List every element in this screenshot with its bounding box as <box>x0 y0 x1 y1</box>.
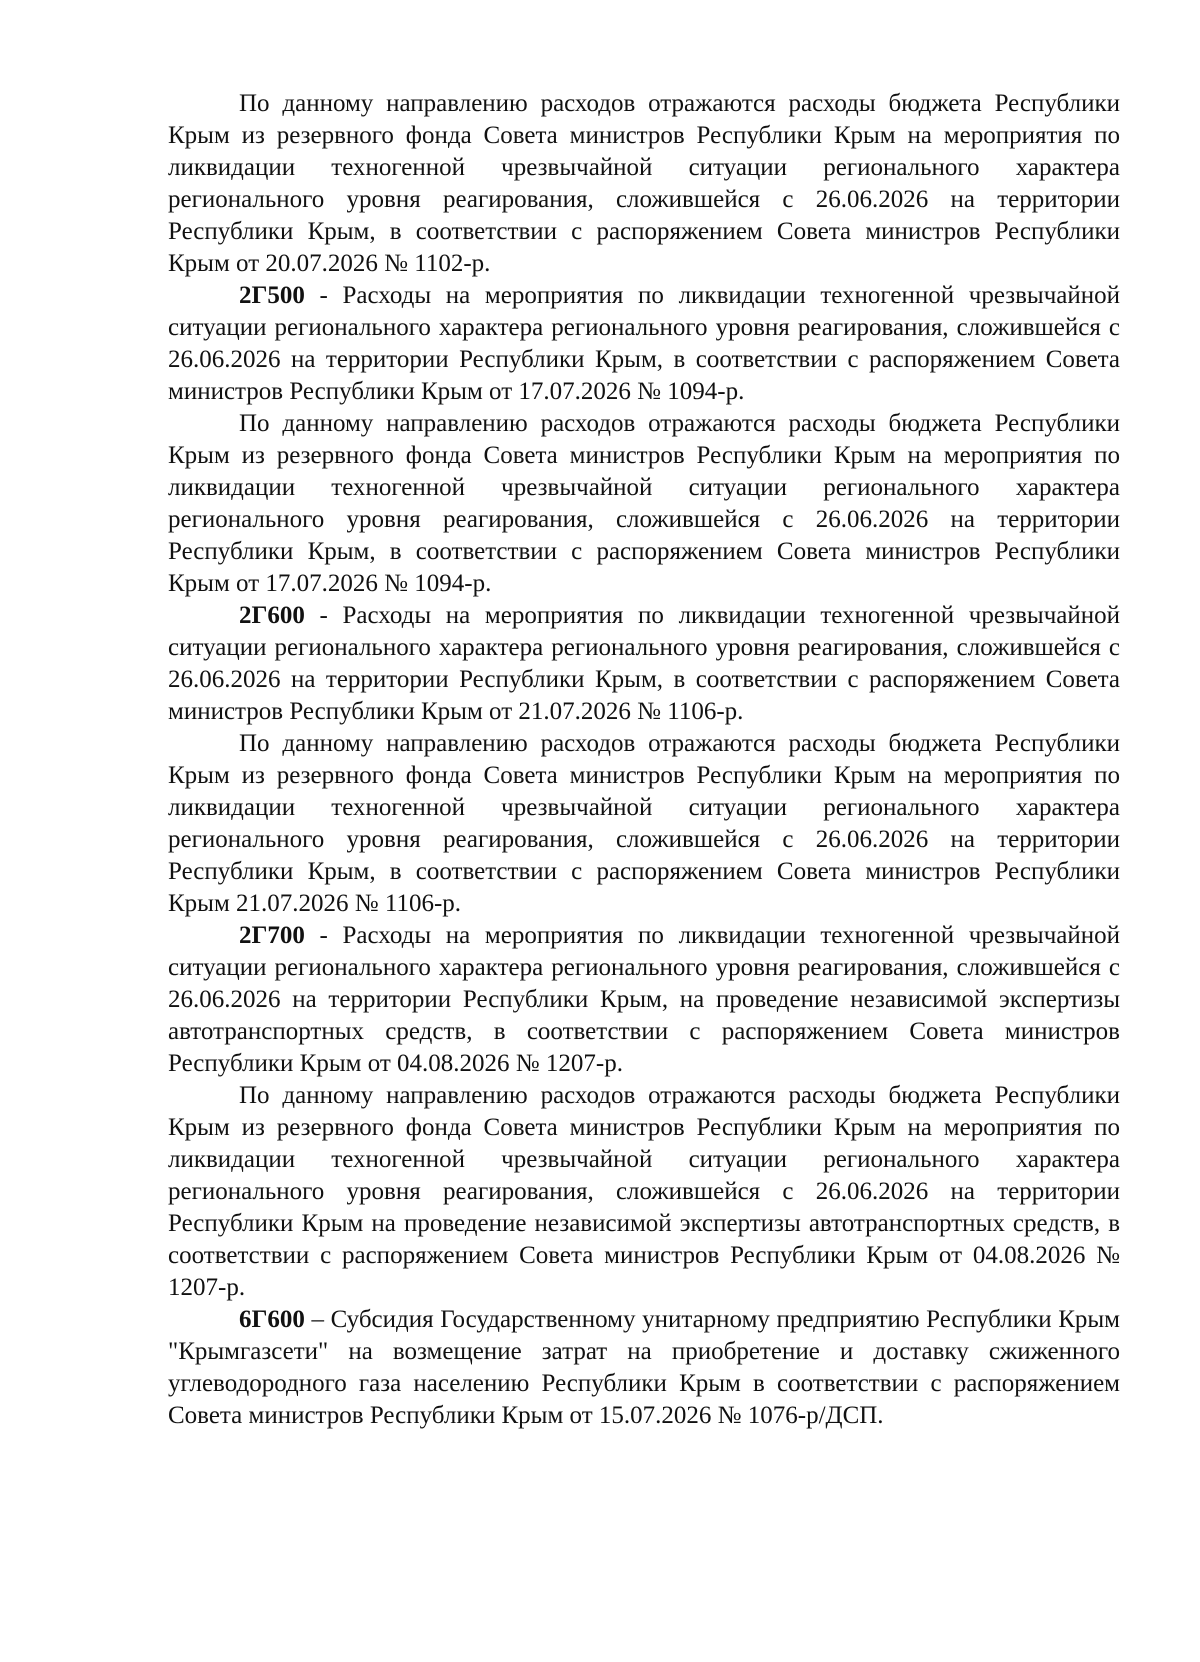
paragraph-expense-2g600 <box>168 600 1120 728</box>
expense-code: 2Г700 <box>239 922 305 949</box>
expense-code: 6Г600 <box>239 1306 305 1333</box>
paragraph-text: По данному направлению расходов отражаются расходы бюджета Республики Крым из резервного фонда Совета министров Республики Крым на мероприятия по ликвидации техногенной чрезвычайной ситуации регионального характера регионального уровня реагирования, сложившейся с 26.06.2026 на территории Республики Крым, в соответствии с распоряжением Совета министров Республики Крым 21.07.2026 № 1106-р. <box>168 730 1120 917</box>
paragraph-text: – Субсидия Государственному унитарному предприятию Республики Крым "Крымгазсети" на возмещение затрат на приобретение и доставку сжиженного углеводородного газа населению Республики Крым в соответствии с распоряжением Совета министров Республики Крым от 15.07.2026 № 1076-р/ДСП. <box>168 1306 1120 1429</box>
paragraph-text: По данному направлению расходов отражаются расходы бюджета Республики Крым из резервного фонда Совета министров Республики Крым на мероприятия по ликвидации техногенной чрезвычайной ситуации регионального характера регионального уровня реагирования, сложившейся с 26.06.2026 на территории Республики Крым на проведение независимой экспертизы автотранспортных средств, в соответствии с распоряжением Совета министров Республики Крым от 04.08.2026 № 1207-р. <box>168 1082 1120 1301</box>
paragraph-text: - Расходы на мероприятия по ликвидации техногенной чрезвычайной ситуации регионального характера регионального уровня реагирования, сложившейся с 26.06.2026 на территории Республики Крым, на проведение независимой экспертизы автотранспортных средств, в соответствии с распоряжением Совета министров Республики Крым от 04.08.2026 № 1207-р. <box>168 922 1120 1077</box>
expense-code: 2Г500 <box>239 282 305 309</box>
paragraph-text: По данному направлению расходов отражаются расходы бюджета Республики Крым из резервного фонда Совета министров Республики Крым на мероприятия по ликвидации техногенной чрезвычайной ситуации регионального характера регионального уровня реагирования, сложившейся с 26.06.2026 на территории Республики Крым, в соответствии с распоряжением Совета министров Республики Крым от 17.07.2026 № 1094-р. <box>168 410 1120 597</box>
expense-code: 2Г600 <box>239 602 305 629</box>
paragraph-text: - Расходы на мероприятия по ликвидации техногенной чрезвычайной ситуации регионального характера регионального уровня реагирования, сложившейся с 26.06.2026 на территории Республики Крым, в соответствии с распоряжением Совета министров Республики Крым от 21.07.2026 № 1106-р. <box>168 602 1120 725</box>
paragraph-expense-2g700 <box>168 920 1120 1080</box>
document-body <box>168 88 1120 1432</box>
paragraph <box>168 408 1120 600</box>
paragraph-expense-2g500 <box>168 280 1120 408</box>
paragraph-text: - Расходы на мероприятия по ликвидации техногенной чрезвычайной ситуации регионального характера регионального уровня реагирования, сложившейся с 26.06.2026 на территории Республики Крым, в соответствии с распоряжением Совета министров Республики Крым от 17.07.2026 № 1094-р. <box>168 282 1120 405</box>
paragraph <box>168 88 1120 280</box>
paragraph-expense-6g600 <box>168 1304 1120 1432</box>
paragraph <box>168 1080 1120 1304</box>
paragraph <box>168 728 1120 920</box>
paragraph-text: По данному направлению расходов отражаются расходы бюджета Республики Крым из резервного фонда Совета министров Республики Крым на мероприятия по ликвидации техногенной чрезвычайной ситуации регионального характера регионального уровня реагирования, сложившейся с 26.06.2026 на территории Республики Крым, в соответствии с распоряжением Совета министров Республики Крым от 20.07.2026 № 1102-р. <box>168 90 1120 277</box>
